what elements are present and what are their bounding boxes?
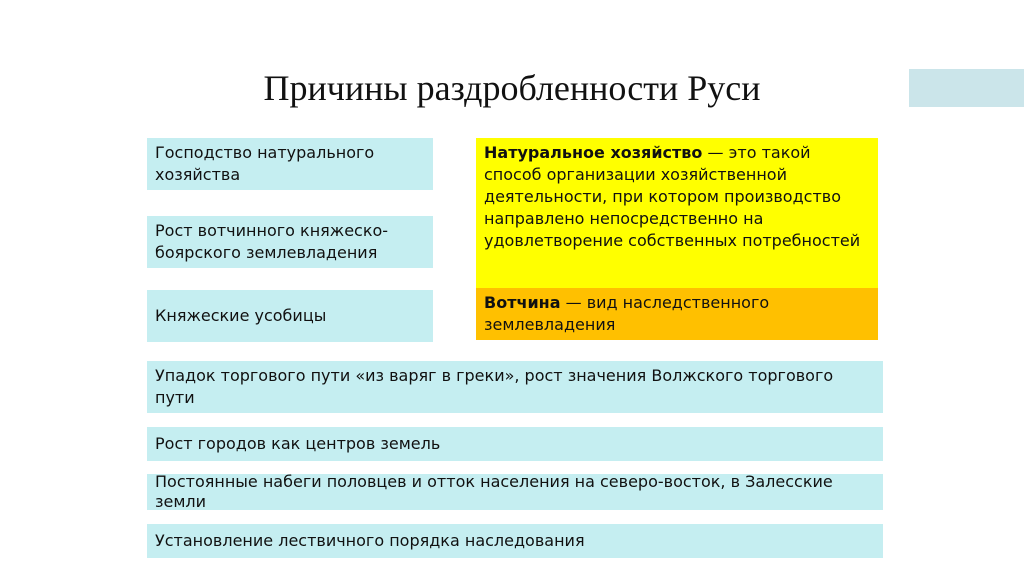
- definition-body: — это такой способ организации хозяйственной деятельности, при котором производство направлено непосредственно на удовлетворение собственных потребностей: [484, 143, 861, 250]
- definition-text: [484, 142, 870, 252]
- cause-box-trade-route: [147, 361, 883, 413]
- definition-term: Натуральное хозяйство: [484, 143, 703, 162]
- cause-box-cities-growth: [147, 427, 883, 461]
- slide-title: Причины раздробленности Руси: [263, 68, 761, 108]
- cause-box-natural-economy: [147, 138, 433, 190]
- cause-text: Рост городов как центров земель: [155, 434, 441, 453]
- definition-term: Вотчина: [484, 293, 561, 312]
- definition-body: — вид наследственного землевладения: [484, 293, 770, 334]
- accent-bar: [909, 69, 1024, 107]
- definition-text: [484, 292, 870, 336]
- cause-text: Упадок торгового пути «из варяг в греки», рост значения Волжского торгового пути: [155, 366, 834, 407]
- cause-box-polovtsian-raids: [147, 474, 883, 510]
- definition-natural-economy: [476, 138, 878, 288]
- cause-text: Установление лествичного порядка наследования: [155, 531, 585, 550]
- definition-votchina: [476, 288, 878, 340]
- cause-text: Рост вотчинного княжеско-боярского землевладения: [155, 221, 389, 262]
- cause-box-votchina-landownership: [147, 216, 433, 268]
- cause-text: Княжеские усобицы: [155, 306, 327, 325]
- cause-text: Постоянные набеги половцев и отток населения на северо-восток, в Залесские земли: [155, 474, 833, 510]
- cause-text: Господство натурального хозяйства: [155, 143, 375, 184]
- cause-box-princely-strife: [147, 290, 433, 342]
- cause-box-succession-order: [147, 524, 883, 558]
